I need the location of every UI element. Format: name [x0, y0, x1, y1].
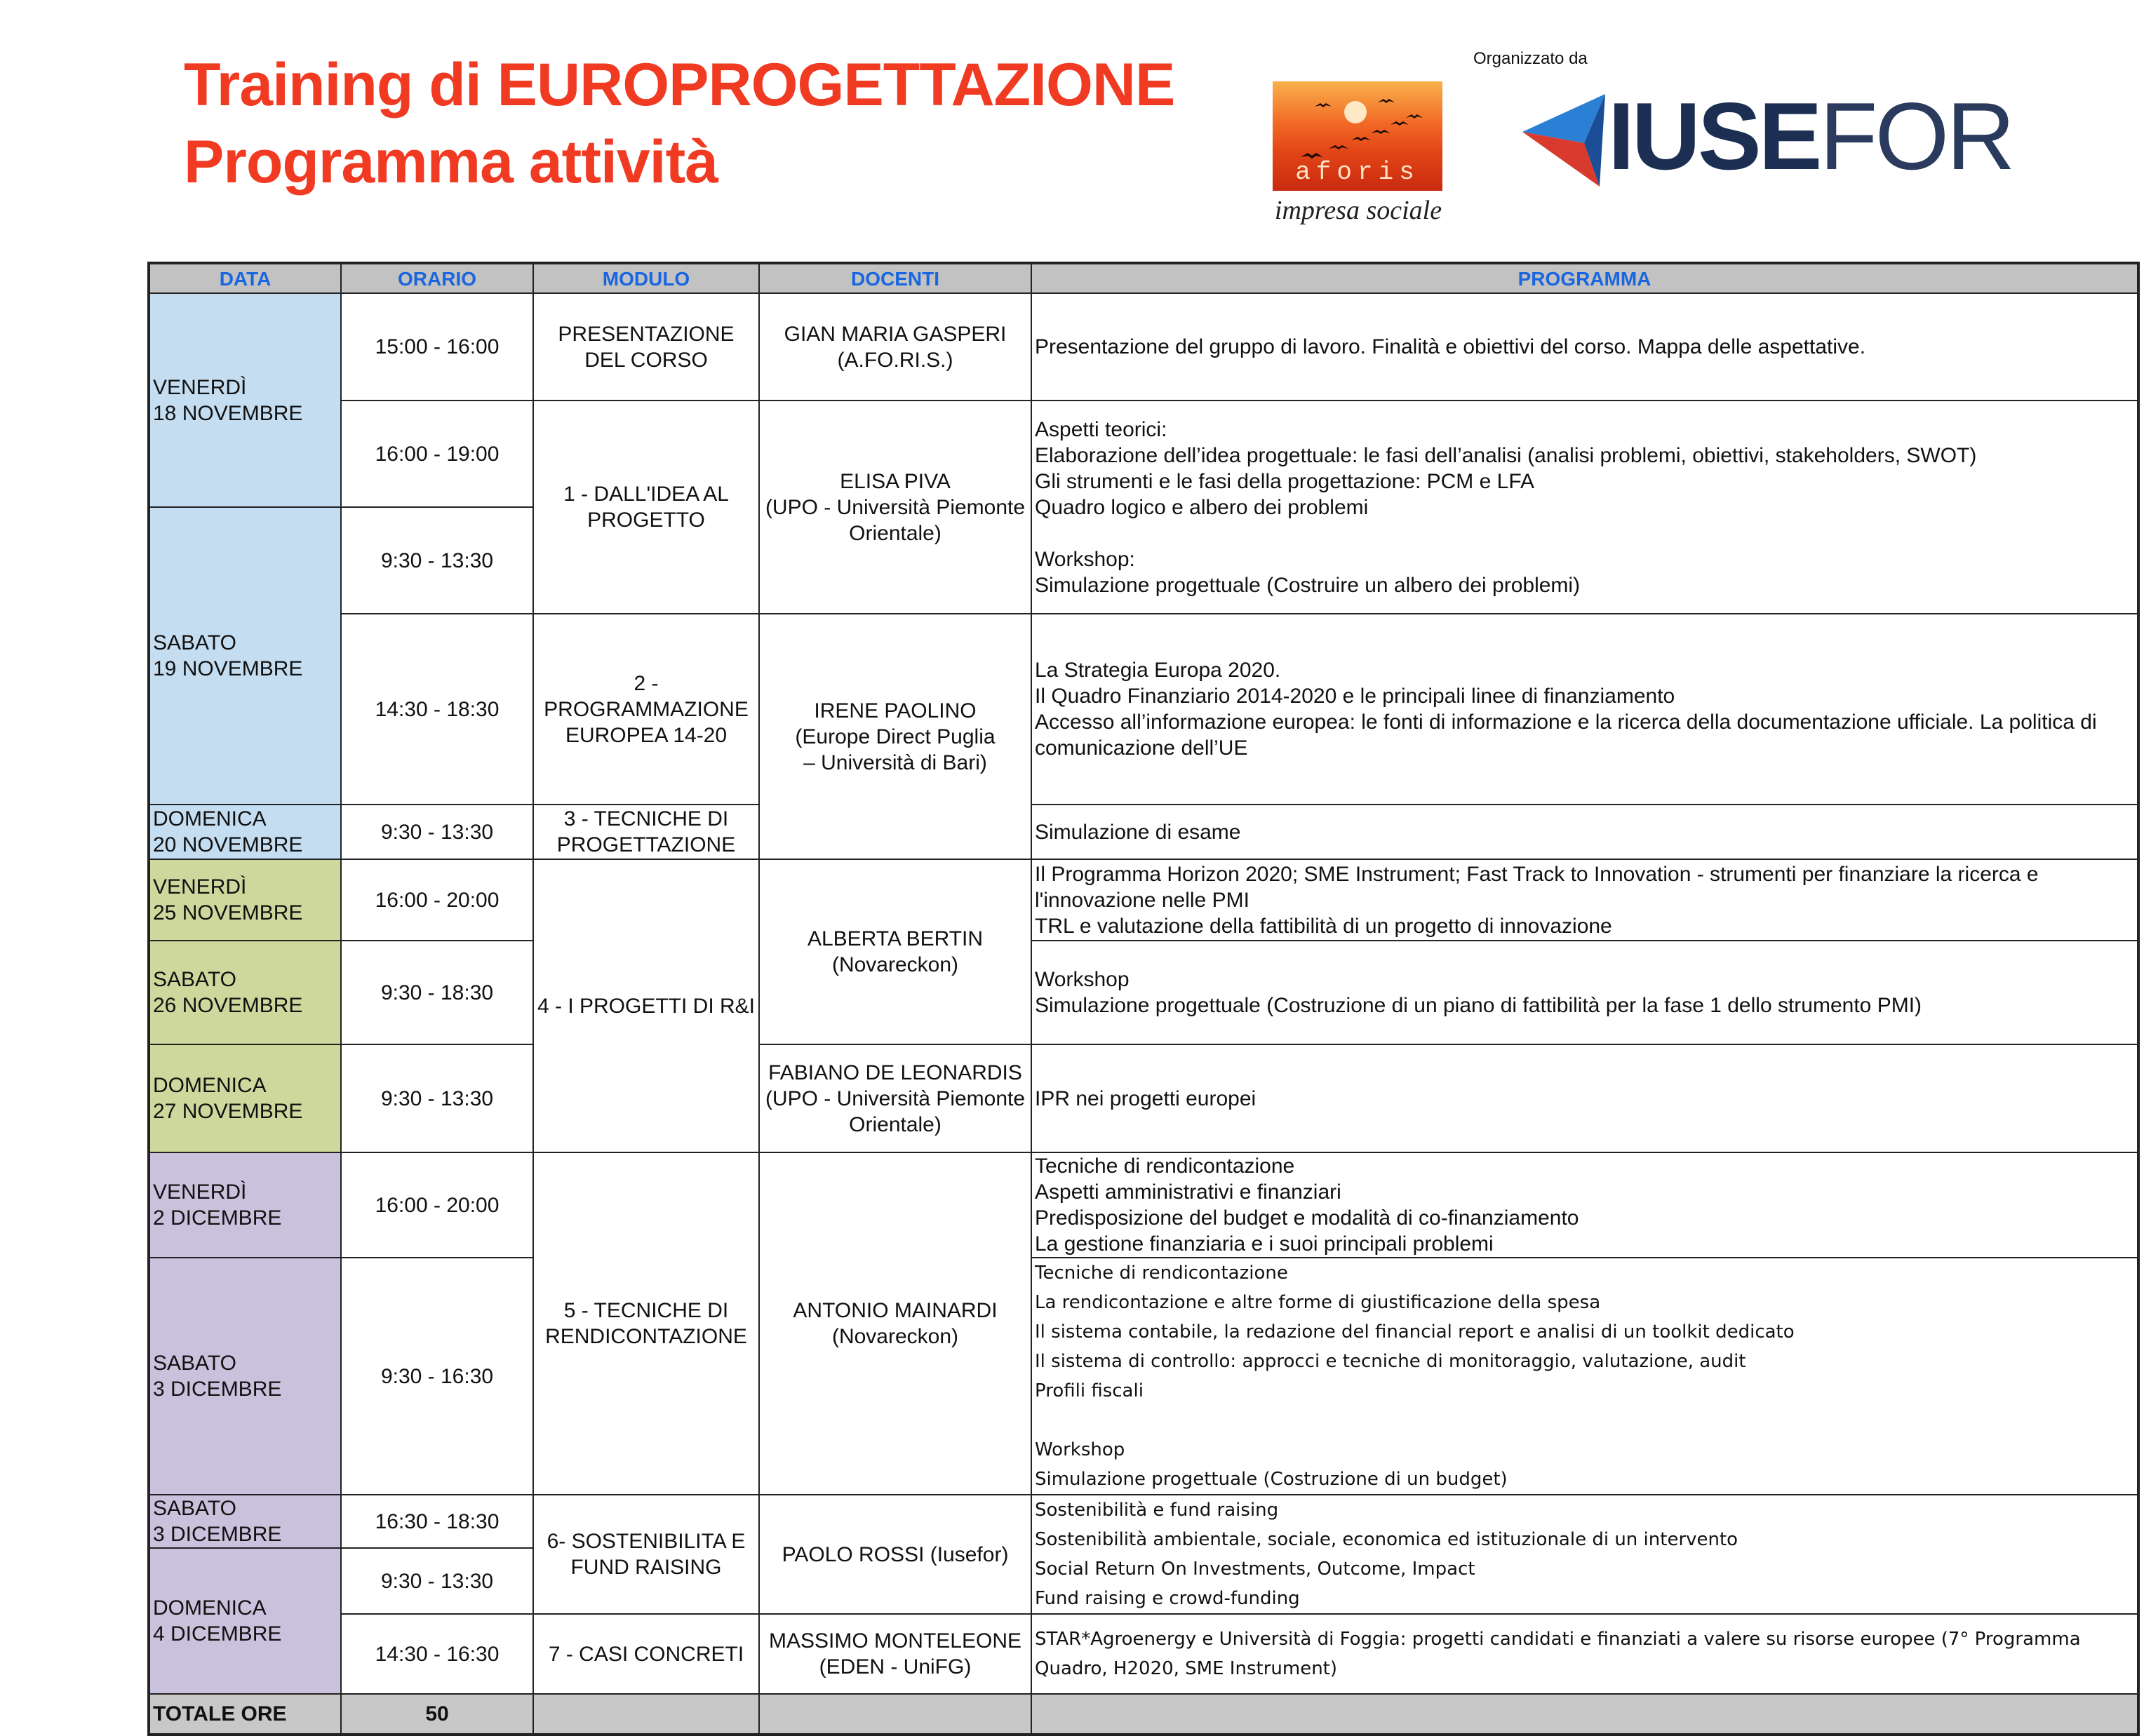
program-line: Il Quadro Finanziario 2014-2020 e le principali linee di finanziamento	[1035, 685, 1675, 708]
date-cell	[149, 507, 341, 805]
time-cell: 16:30 - 18:30	[341, 1495, 533, 1548]
program-line: Predisposizione del budget e modalità di co-finanziamento	[1035, 1206, 1579, 1230]
program-line: Il sistema contabile, la redazione del financial report e analisi di un toolkit dedicato	[1035, 1321, 1795, 1343]
module-line: FUND RAISING	[570, 1556, 722, 1579]
program-table	[147, 262, 2140, 1736]
program-line: La gestione finanziaria e i suoi principali problemi	[1035, 1232, 1494, 1256]
module-cell	[533, 1495, 759, 1614]
module-cell	[533, 805, 759, 859]
program-line: Sostenibilità ambientale, sociale, economica ed istituzionale di un intervento	[1035, 1529, 1738, 1550]
column-header-data: DATA	[149, 263, 341, 293]
teacher-affiliation: (UPO - Università Piemonte	[765, 1086, 1026, 1110]
table-row	[149, 1044, 2138, 1152]
module-line: 5 - TECNICHE DI	[563, 1299, 729, 1322]
program-line: Tecniche di rendicontazione	[1035, 1263, 1288, 1284]
program-cell	[1031, 1044, 2138, 1152]
program-line	[1035, 1406, 2134, 1435]
module-line: 4 - I PROGETTI DI R&I	[537, 994, 756, 1018]
program-cell	[1031, 859, 2138, 941]
organized-by-label: Organizzato da	[1473, 49, 1588, 68]
aforis-wordmark: aforis	[1295, 158, 1420, 187]
date-month: 4 DICEMBRE	[153, 1622, 282, 1646]
iusefor-wordmark	[1608, 83, 2013, 189]
program-line: Il sistema di controllo: approcci e tecniche di monitoraggio, valutazione, audit	[1035, 1351, 1746, 1372]
program-line: Accesso all’informazione europea: le fonti di informazione e la ricerca della documentazione ufficiale. La politica di	[1035, 711, 2097, 734]
program-cell	[1031, 401, 2138, 614]
date-cell	[149, 1495, 341, 1548]
date-cell	[149, 805, 341, 859]
date-cell	[149, 1152, 341, 1258]
date-cell	[149, 941, 341, 1044]
module-line: 2 -	[634, 671, 659, 695]
teacher-affiliation: (Europe Direct Puglia	[795, 725, 996, 748]
totals-empty-cell	[759, 1694, 1031, 1735]
column-header-orario: ORARIO	[341, 263, 533, 293]
program-line: Aspetti amministrativi e finanziari	[1035, 1180, 1341, 1204]
date-month: 25 NOVEMBRE	[153, 901, 303, 924]
module-line: PRESENTAZIONE	[558, 322, 735, 346]
totals-row	[149, 1694, 2138, 1735]
program-line: Simulazione progettuale (Costruzione di un piano di fattibilità per la fase 1 dello strumento PMI)	[1035, 994, 1922, 1017]
teacher-cell	[759, 401, 1031, 614]
time-cell: 9:30 - 13:30	[341, 1548, 533, 1614]
module-cell	[533, 293, 759, 401]
page-subtitle: Programma attività	[184, 128, 718, 196]
date-month: 27 NOVEMBRE	[153, 1100, 303, 1123]
aforis-logo	[1273, 81, 1442, 191]
date-month: 3 DICEMBRE	[153, 1378, 282, 1401]
program-line: comunicazione dell’UE	[1035, 736, 1248, 760]
date-cell	[149, 1548, 341, 1694]
table-row	[149, 293, 2138, 401]
time-cell: 9:30 - 16:30	[341, 1258, 533, 1495]
program-cell	[1031, 614, 2138, 805]
date-day: VENERDÌ	[153, 375, 247, 399]
program-line: IPR nei progetti europei	[1035, 1086, 1257, 1110]
program-line: Aspetti teorici:	[1035, 417, 1167, 441]
teacher-affiliation: (Novareckon)	[831, 953, 959, 976]
program-line: Tecniche di rendicontazione	[1035, 1155, 1295, 1178]
teacher-affiliation: Orientale)	[849, 1112, 942, 1136]
teacher-name: ELISA PIVA	[840, 469, 951, 493]
module-line: DEL CORSO	[584, 348, 708, 372]
date-month: 20 NOVEMBRE	[153, 833, 303, 856]
teacher-name: MASSIMO MONTELEONE	[768, 1629, 1022, 1653]
totals-label: TOTALE ORE	[149, 1694, 341, 1735]
teacher-name: ANTONIO MAINARDI	[793, 1299, 998, 1322]
program-cell	[1031, 1258, 2138, 1495]
teacher-affiliation: Orientale)	[849, 521, 942, 545]
time-cell: 14:30 - 18:30	[341, 614, 533, 805]
teacher-cell	[759, 614, 1031, 859]
time-cell: 16:00 - 20:00	[341, 859, 533, 941]
module-cell	[533, 614, 759, 805]
time-cell: 15:00 - 16:00	[341, 293, 533, 401]
teacher-name: IRENE PAOLINO	[814, 699, 977, 722]
date-cell	[149, 859, 341, 941]
teacher-name: ALBERTA BERTIN	[807, 927, 984, 950]
program-line: Profili fiscali	[1035, 1380, 1144, 1401]
program-line: Elaborazione dell’idea progettuale: le fasi dell’analisi (analisi problemi, obiettivi, stakeholders, SWOT)	[1035, 443, 1977, 467]
program-line: Workshop	[1035, 968, 1130, 991]
date-month: 3 DICEMBRE	[153, 1523, 282, 1546]
date-month: 2 DICEMBRE	[153, 1206, 282, 1230]
teacher-name: GIAN MARIA GASPERI	[784, 322, 1007, 346]
program-line: Simulazione di esame	[1035, 820, 1241, 844]
program-line: Quadro logico e albero dei problemi	[1035, 495, 1369, 519]
module-line: 3 - TECNICHE DI	[563, 807, 729, 830]
teacher-cell	[759, 1152, 1031, 1495]
teacher-affiliation: (Novareckon)	[831, 1325, 959, 1348]
module-line: 1 - DALL'IDEA AL	[563, 483, 729, 506]
table-row	[149, 401, 2138, 507]
program-line: Sostenibilità e fund raising	[1035, 1500, 1279, 1521]
program-line: La Strategia Europa 2020.	[1035, 659, 1281, 682]
date-day: SABATO	[153, 968, 236, 991]
program-line: Il Programma Horizon 2020; SME Instrument; Fast Track to Innovation - strumenti per finanziare la ricerca e	[1035, 862, 2039, 886]
program-line	[1035, 520, 2134, 546]
program-line: Presentazione del gruppo di lavoro. Finalità e obiettivi del corso. Mappa delle aspettative.	[1035, 335, 1866, 358]
module-line: RENDICONTAZIONE	[545, 1325, 747, 1348]
teacher-affiliation: (EDEN - UniFG)	[819, 1655, 972, 1678]
date-day: DOMENICA	[153, 807, 267, 830]
module-line: PROGETTAZIONE	[556, 833, 736, 856]
table-row	[149, 1495, 2138, 1548]
teacher-affiliation: – Università di Bari)	[803, 751, 987, 774]
time-cell: 16:00 - 19:00	[341, 401, 533, 507]
date-month: 26 NOVEMBRE	[153, 994, 303, 1017]
page-title: Training di EUROPROGETTAZIONE	[184, 51, 1175, 119]
column-header-programma: PROGRAMMA	[1031, 263, 2138, 293]
date-day: SABATO	[153, 1497, 236, 1520]
date-day: DOMENICA	[153, 1596, 267, 1620]
program-cell	[1031, 1152, 2138, 1258]
module-line: PROGRAMMAZIONE	[544, 697, 749, 721]
table-row	[149, 859, 2138, 941]
program-line: La rendicontazione e altre forme di giustificazione della spesa	[1035, 1292, 1601, 1313]
table-row	[149, 1258, 2138, 1495]
program-line: Workshop	[1035, 1439, 1125, 1460]
program-line: Simulazione progettuale (Costruire un albero dei problemi)	[1035, 573, 1581, 597]
program-cell	[1031, 1495, 2138, 1614]
program-line: Gli strumenti e le fasi della progettazione: PCM e LFA	[1035, 469, 1535, 493]
module-line: 7 - CASI CONCRETI	[548, 1642, 744, 1666]
date-cell	[149, 293, 341, 507]
teacher-cell	[759, 1044, 1031, 1152]
table-row	[149, 614, 2138, 805]
date-cell	[149, 1044, 341, 1152]
date-day: VENERDÌ	[153, 1180, 247, 1204]
iusefor-bold: IUSE	[1608, 83, 1820, 189]
program-line: Social Return On Investments, Outcome, Impact	[1035, 1559, 1475, 1580]
time-cell: 14:30 - 16:30	[341, 1614, 533, 1694]
program-cell	[1031, 941, 2138, 1044]
teacher-name: FABIANO DE LEONARDIS	[768, 1061, 1022, 1084]
time-cell: 9:30 - 13:30	[341, 507, 533, 614]
module-cell	[533, 1152, 759, 1495]
date-month: 18 NOVEMBRE	[153, 401, 303, 425]
date-cell	[149, 1258, 341, 1495]
table-row	[149, 1614, 2138, 1694]
module-line: EUROPEA 14-20	[565, 723, 728, 747]
time-cell: 16:00 - 20:00	[341, 1152, 533, 1258]
program-line: Fund raising e crowd-funding	[1035, 1588, 1300, 1609]
program-line: STAR*Agroenergy e Università di Foggia: progetti candidati e finanziati a valere su risorse europee (7° Programma	[1035, 1629, 2081, 1650]
time-cell: 9:30 - 18:30	[341, 941, 533, 1044]
totals-empty-cell	[1031, 1694, 2138, 1735]
totals-value: 50	[341, 1694, 533, 1735]
column-header-modulo: MODULO	[533, 263, 759, 293]
module-cell	[533, 401, 759, 614]
module-cell	[533, 1614, 759, 1694]
program-line: Simulazione progettuale (Costruzione di un budget)	[1035, 1469, 1508, 1490]
teacher-cell	[759, 1614, 1031, 1694]
column-header-docenti: DOCENTI	[759, 263, 1031, 293]
aforis-tagline: impresa sociale	[1274, 196, 1442, 225]
teacher-cell	[759, 293, 1031, 401]
program-cell	[1031, 805, 2138, 859]
date-day: SABATO	[153, 631, 236, 654]
table-header-row	[149, 263, 2138, 293]
program-cell	[1031, 293, 2138, 401]
program-line: Quadro, H2020, SME Instrument)	[1035, 1658, 1338, 1679]
module-line: PROGETTO	[587, 509, 705, 532]
program-line: l'innovazione nelle PMI	[1035, 888, 1249, 912]
iusefor-thin: FOR	[1819, 83, 2013, 189]
module-cell	[533, 859, 759, 1152]
iusefor-logo-icon	[1522, 88, 1614, 194]
teacher-affiliation: (A.FO.RI.S.)	[837, 348, 953, 372]
teacher-cell	[759, 1495, 1031, 1614]
program-line: Workshop:	[1035, 547, 1135, 571]
teacher-name: PAOLO ROSSI (Iusefor)	[782, 1542, 1009, 1566]
date-day: DOMENICA	[153, 1074, 267, 1097]
date-day: VENERDÌ	[153, 875, 247, 899]
totals-empty-cell	[533, 1694, 759, 1735]
table-row	[149, 941, 2138, 1044]
teacher-affiliation: (UPO - Università Piemonte	[765, 495, 1026, 519]
program-line: TRL e valutazione della fattibilità di un progetto di innovazione	[1035, 914, 1612, 938]
date-month: 19 NOVEMBRE	[153, 657, 303, 680]
program-cell	[1031, 1614, 2138, 1694]
date-day: SABATO	[153, 1352, 236, 1375]
teacher-cell	[759, 859, 1031, 1044]
table-row	[149, 1152, 2138, 1258]
module-line: 6- SOSTENIBILITA E	[547, 1530, 746, 1553]
time-cell: 9:30 - 13:30	[341, 1044, 533, 1152]
time-cell: 9:30 - 13:30	[341, 805, 533, 859]
table-row	[149, 805, 2138, 859]
